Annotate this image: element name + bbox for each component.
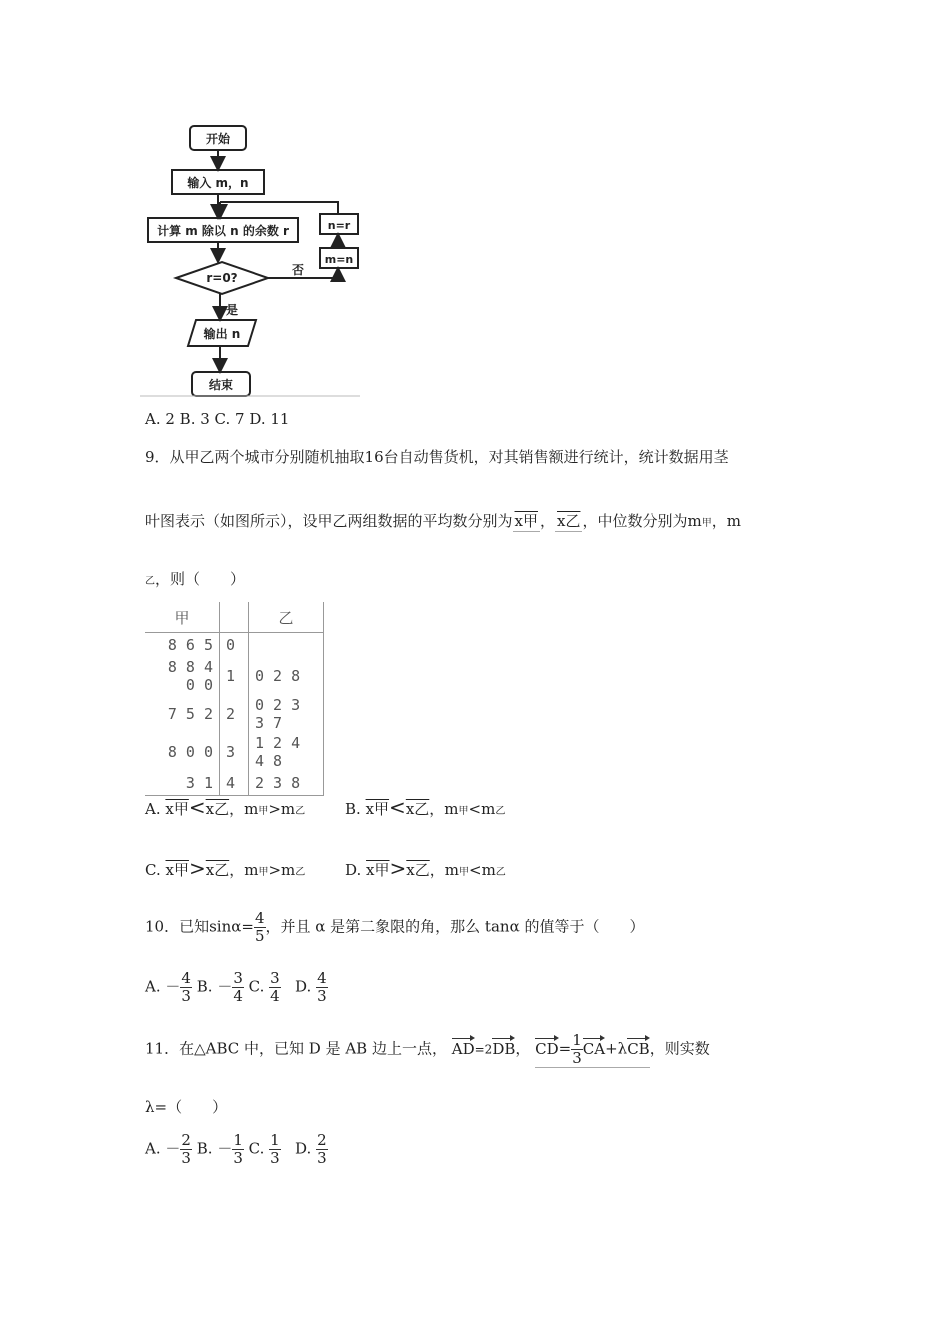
fraction: $\frac{4}{5}$ — [254, 909, 265, 945]
flow-assign-n: n=r — [327, 219, 351, 232]
flow-output: 输出 n — [203, 327, 241, 341]
table-row: 8 0 0 3 1 2 4 4 8 — [167, 734, 301, 770]
q9-option-d: D. x甲>x乙，m甲<m乙 — [345, 856, 506, 880]
table-row: 8 6 5 0 — [145, 633, 324, 658]
q9-option-a: A. x甲<x乙，m甲>m乙 — [145, 795, 306, 819]
flow-input: 输入 m，n — [187, 176, 249, 190]
q11-options: A. － $\frac{2}{3}$ B. － $\frac{1}{3}$ C. $\frac{1}{3}$ D. $\frac{2}{3}$ — [145, 1131, 327, 1167]
flow-decision: r=0? — [206, 271, 238, 285]
flowchart-lines — [140, 118, 370, 398]
vector-DB: DB — [492, 1039, 516, 1058]
flow-start: 开始 — [205, 132, 231, 146]
table-row: 7 5 2 2 0 2 3 3 7 — [167, 696, 301, 732]
table-row: 3 1 4 2 3 8 — [145, 771, 324, 796]
vector-CD: CD — [535, 1039, 559, 1058]
header-yi: 乙 — [278, 608, 294, 627]
flow-compute: 计算 m 除以 n 的余数 r — [157, 224, 289, 238]
q9-line3: 乙，则（ ） — [145, 570, 246, 588]
vector-CA: CA — [582, 1039, 606, 1058]
x-jia-mean: x甲 — [514, 512, 538, 530]
q11-stem: 11．在△ABC 中，已知 D 是 AB 边上一点， AD=2DB， CD= $\frac{1}{3}$ CA+λCB，则实数 — [145, 1031, 710, 1067]
q10-options: A. － $\frac{4}{3}$ B. － $\frac{3}{4}$ C. $\frac{3}{4}$ D. $\frac{4}{3}$ — [145, 969, 327, 1005]
q9-option-b: B. x甲<x乙，m甲<m乙 — [345, 795, 506, 819]
q9-option-c: C. x甲>x乙，m甲>m乙 — [145, 856, 306, 880]
q9-line2: 叶图表示（如图所示），设甲乙两组数据的平均数分别为 x甲 ， x乙 ，中位数分别为m甲，m — [145, 512, 741, 530]
flow-no: 否 — [291, 263, 305, 277]
table-row: 8 8 4 0 0 1 0 2 8 — [167, 658, 301, 694]
flowchart — [140, 118, 370, 398]
vector-AD: AD — [451, 1039, 475, 1058]
header-jia: 甲 — [174, 608, 190, 627]
q10-stem: 10．已知sinα= $\frac{4}{5}$ ，并且 α 是第二象限的角，那么 tanα 的值等于（ ） — [145, 909, 645, 945]
stem-leaf-plot — [145, 602, 324, 796]
q9-line1: 9．从甲乙两个城市分别随机抽取16台自动售货机，对其销售额进行统计，统计数据用茎 — [145, 448, 729, 466]
q11-line2: λ=（ ） — [145, 1098, 228, 1116]
x-yi-mean: x乙 — [557, 512, 581, 530]
stem-leaf-table — [145, 602, 324, 796]
vector-CB: CB — [627, 1039, 650, 1058]
flow-assign-m: m=n — [324, 253, 354, 266]
flow-yes: 是 — [225, 303, 239, 317]
q8-options: A. 2 B. 3 C. 7 D. 11 — [145, 410, 290, 428]
flow-end: 结束 — [208, 378, 234, 392]
